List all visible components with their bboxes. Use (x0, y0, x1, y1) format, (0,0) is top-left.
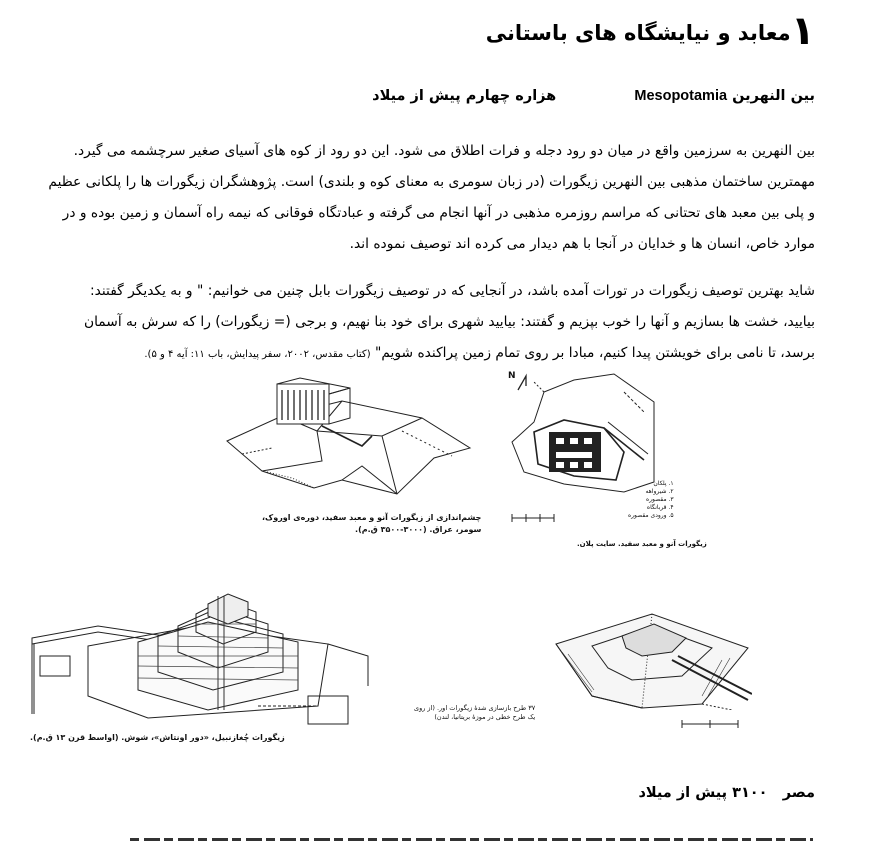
caption-line: یک طرح خطی در موزهٔ بریتانیا، لندن) (434, 713, 536, 721)
paragraph-bible-quote (83, 276, 815, 370)
legend-item: ۵. ورودی مقصوره (628, 512, 674, 519)
paragraph-line: مهمترین ساختمان مذهبی بین النهرین زیگورات (در زبان سومری به معنای کوه و بلندی) است. پژوهشگران زیگورات ها را پلکانی عظیم (48, 174, 815, 190)
era-label: هزاره چهارم پیش از میلاد (372, 88, 557, 104)
figure-chogha-zanbil (28, 586, 380, 726)
paragraph-line: موارد خاص، انسان ها و خدایان در آنجا با هم دیدار می کرده اند توصیف نموده اند. (349, 236, 815, 252)
caption-line: سومر، عراق. (۳۰۰۰-۳۵۰۰ ق.م). (355, 525, 482, 534)
section-heading-mesopotamia (372, 88, 815, 104)
era-label: ۳۱۰۰ پیش از میلاد (638, 785, 768, 801)
figure-white-temple-perspective (222, 376, 474, 498)
paragraph-line (88, 338, 815, 370)
legend-item: ۳. مقصوره (645, 496, 674, 503)
legend-item: ۱. پلکان (653, 480, 674, 487)
citation: (کتاب مقدس، ۲۰۰۲، سفر پیدایش، باب ۱۱: آیه ۴ و ۵). (144, 349, 371, 360)
scale-bar (680, 716, 740, 728)
title-text: معابد و نیایشگاه های باستانی (485, 21, 791, 45)
legend-item: ۲. شیرواهه (645, 488, 674, 495)
fig3-caption: زیگورات چُغازنبیل، «دور اونتاش»، شوش. (اواسط قرن ۱۳ ق.م). (30, 733, 285, 742)
fig2-caption: زیگورات آنو و معبد سفید. سایت پلان. (577, 540, 707, 548)
region-name-en: Mesopotamia (634, 88, 728, 104)
page-title (486, 8, 815, 54)
paragraph-intro (48, 136, 815, 260)
region-name-fa: بین النهرین (732, 88, 815, 104)
section-heading-egypt (638, 785, 815, 801)
legend-item: ۴. قربانگاه (646, 504, 674, 511)
fig2-legend (628, 480, 674, 520)
figure-ur-ziggurat (552, 600, 752, 710)
paragraph-line: بین النهرین به سرزمین واقع در میان دو رود دجله و فرات اطلاق می شود. این دو رود از کوه های آسیای صغیر سرچشمه می گیرد. (73, 143, 815, 159)
region-name-fa: مصر (782, 785, 815, 801)
caption-line: چشم‌اندازی از زیگورات آنو و معبد سفید، دوره‌ی اوروک، (262, 513, 482, 522)
caption-line: ۳۷ طرح بازسازی شدهٔ زیگورات اور. (از روی (414, 704, 536, 712)
cut-off-text-line (130, 833, 813, 841)
north-arrow-icon: N (508, 371, 516, 381)
paragraph-line: شاید بهترین توصیف زیگورات در تورات آمده باشد، در آنجایی که در توصیف زیگورات بابل چنین می خوانیم: " و به یکدیگر گفتند: (89, 283, 815, 299)
quote-end: برسد، تا نامی برای خویشتن پیدا کنیم، مبادا بر روی تمام زمین پراکنده شویم" (375, 345, 815, 361)
paragraph-line: بیایید، خشت ها بسازیم و آنها را خوب بپزیم و گفتند: بیایید شهری برای خود بنا نهیم، و برجی (= زیگورات) را که سرش به آسمان (83, 314, 815, 330)
fig4-caption (414, 704, 535, 722)
title-number: ۱ (790, 8, 815, 54)
fig1-caption (262, 512, 481, 536)
paragraph-line: و پلی بین معبد های تحتانی که مراسم روزمره مذهبی در آنها انجام می گرفته و عبادتگاه فوقانی که نیمه راه آسمان و زمین بوده و در (62, 205, 815, 221)
